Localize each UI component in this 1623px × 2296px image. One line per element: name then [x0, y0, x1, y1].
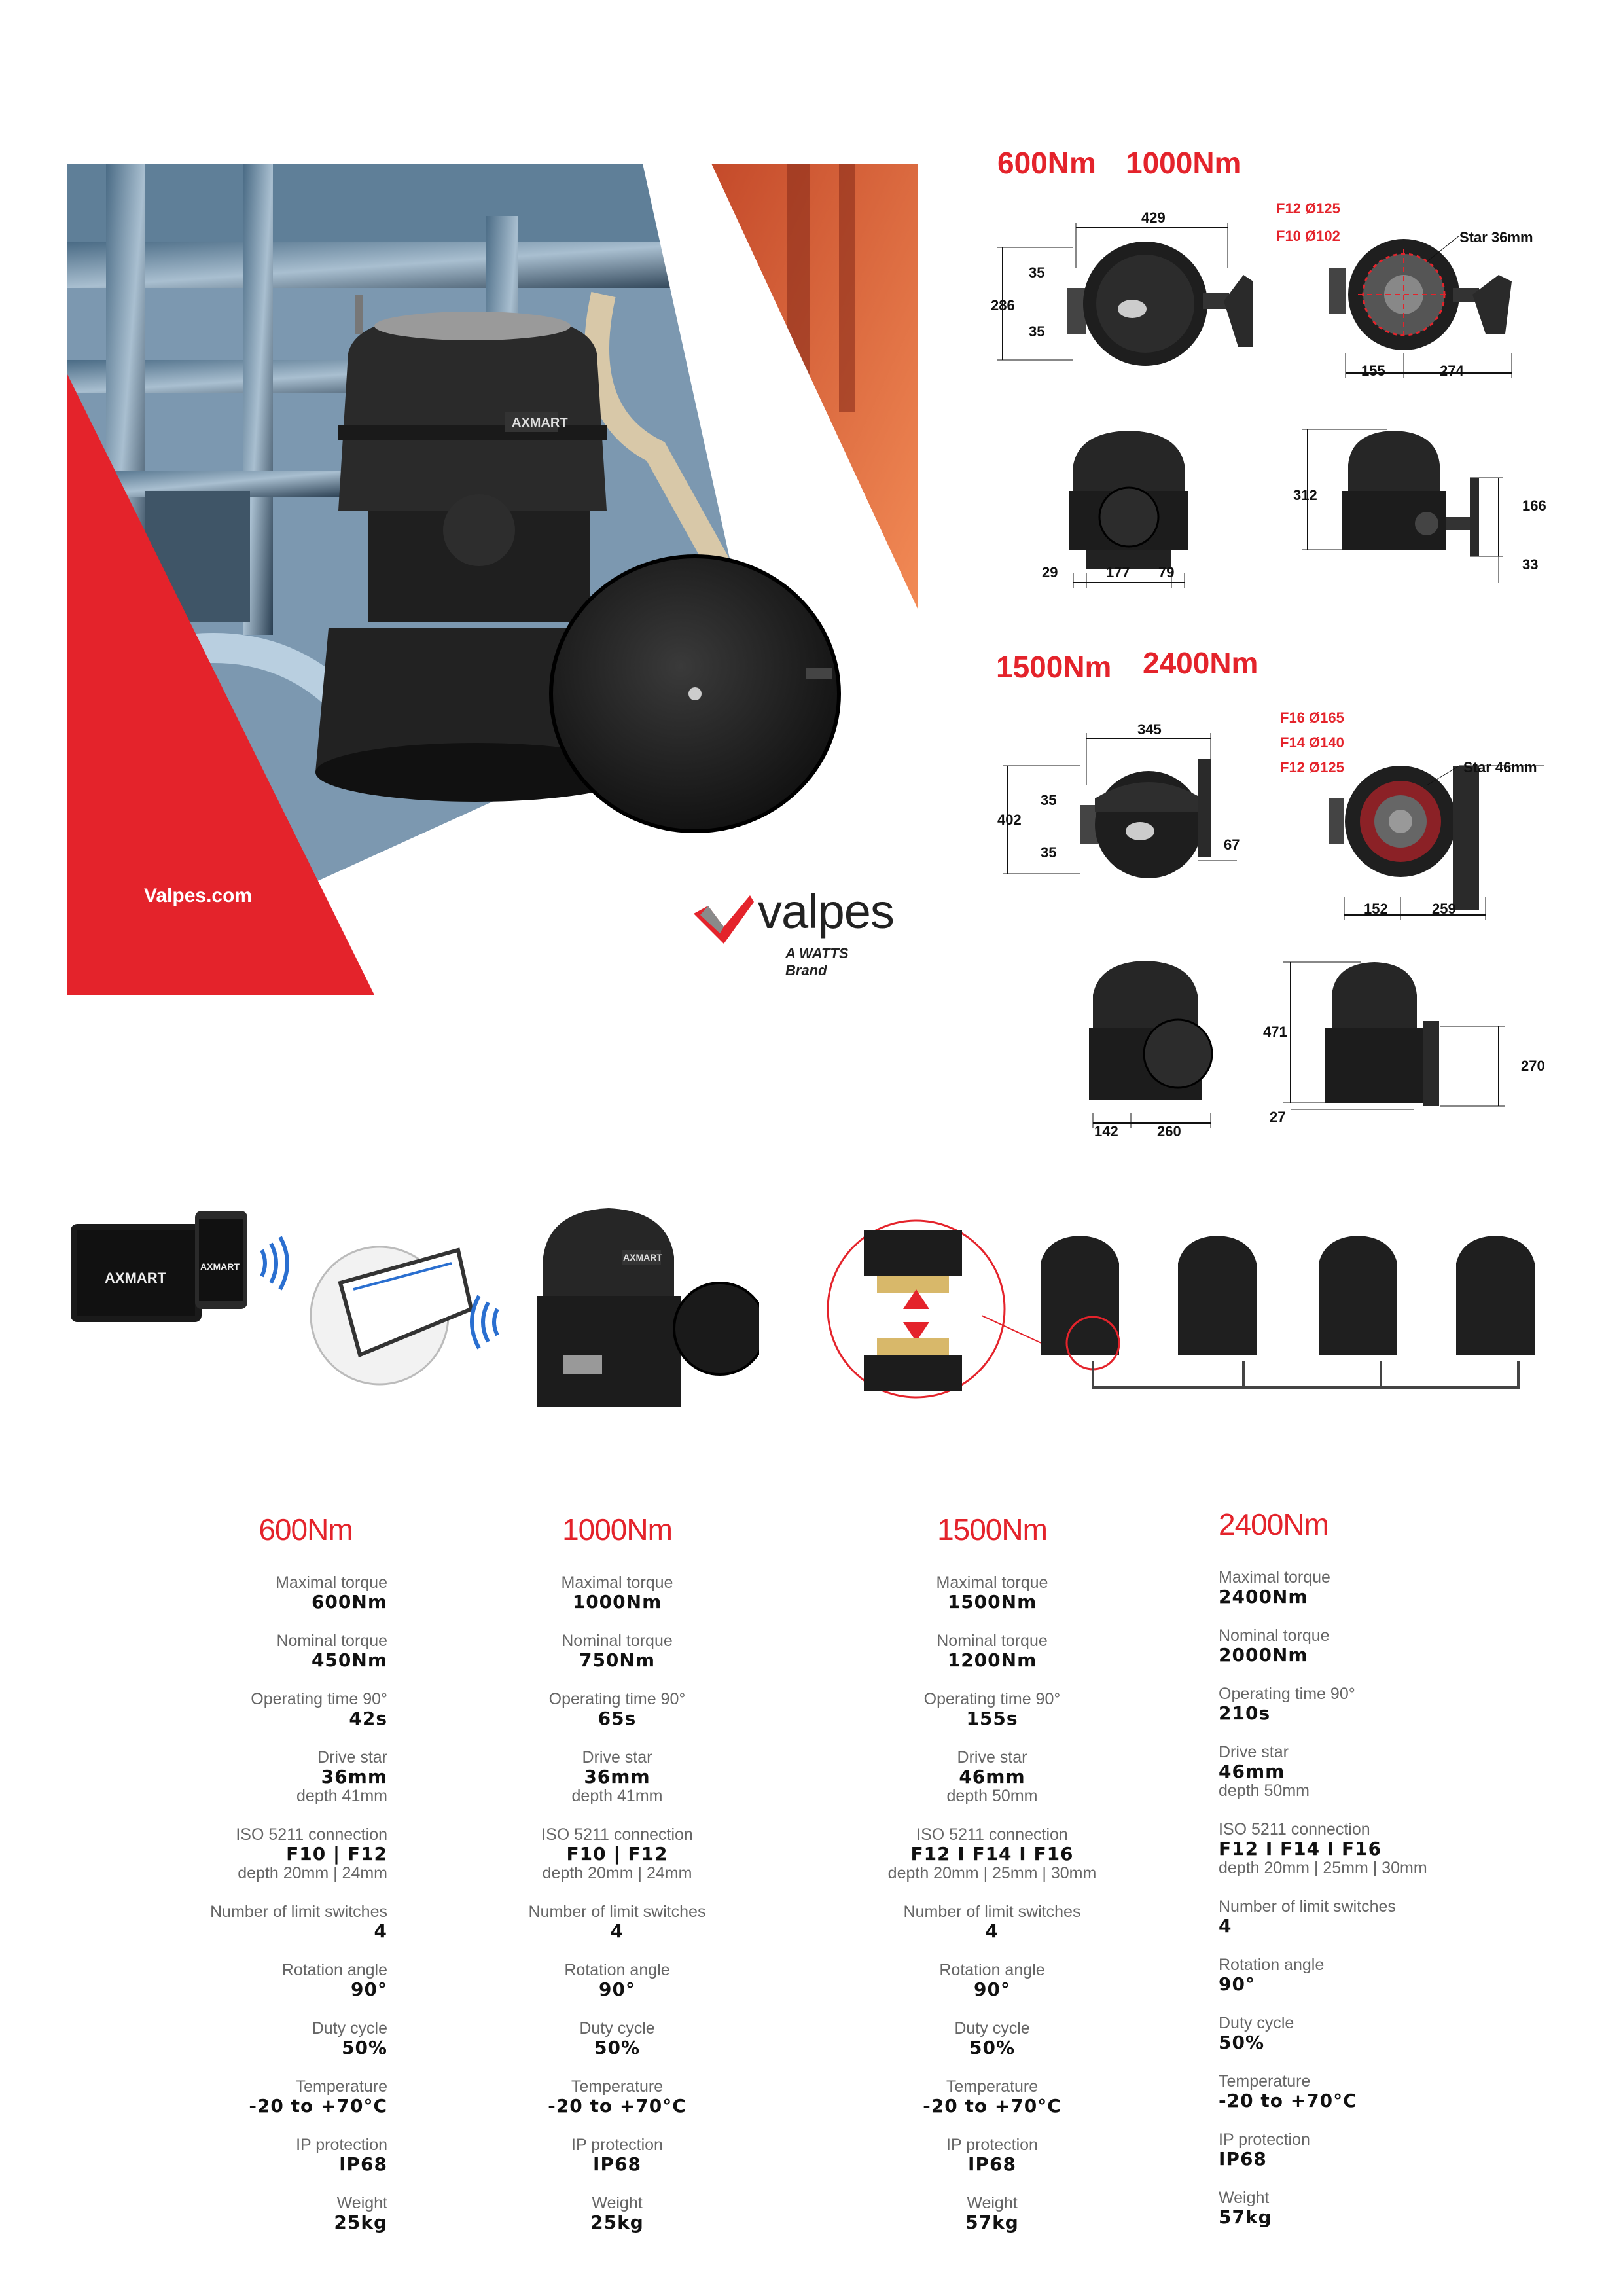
- dim-a-flange-d2: 274: [1440, 363, 1464, 379]
- spec-sub: depth 50mm: [1219, 1782, 1310, 1800]
- drive-star-a: Star 36mm: [1459, 229, 1533, 245]
- spec-value: 2400Nm: [1219, 1586, 1308, 1607]
- dim-a-spacing-a: 35: [1029, 264, 1045, 281]
- spec-value: -20 to +70°C: [548, 2095, 687, 2117]
- spec-value: 42s: [349, 1708, 387, 1729]
- spec-value: 4: [610, 1920, 624, 1942]
- spec-label: Drive star: [582, 1748, 652, 1767]
- flange-b-f16: F16 Ø165: [1280, 709, 1344, 726]
- dim-a-front-d1: 29: [1042, 564, 1058, 581]
- spec-label: Number of limit switches: [1219, 1897, 1396, 1916]
- spec-value: IP68: [1219, 2148, 1267, 2170]
- spec-value: 1000Nm: [572, 1591, 662, 1613]
- dim-b-front-d1: 142: [1094, 1123, 1118, 1139]
- spec-sub: depth 41mm: [571, 1787, 663, 1805]
- spec-value: F10 | F12: [566, 1843, 668, 1865]
- spec-value: 57kg: [1219, 2206, 1272, 2228]
- spec-value: 46mm: [1219, 1761, 1285, 1782]
- spec-title: 2400Nm: [1219, 1507, 1329, 1541]
- svg-text:AXMART: AXMART: [200, 1261, 240, 1272]
- spec-label: ISO 5211 connection: [236, 1825, 387, 1844]
- spec-label: Duty cycle: [579, 2019, 655, 2037]
- dim-a-width: 429: [1141, 209, 1166, 226]
- dim-a-front-d3: 79: [1158, 564, 1175, 581]
- spec-value: 4: [985, 1920, 999, 1942]
- spec-label: IP protection: [1219, 2130, 1310, 2149]
- spec-label: Nominal torque: [1219, 1626, 1330, 1645]
- hero-image: [67, 164, 918, 995]
- spec-value: 90°: [1219, 1973, 1255, 1995]
- dim-b-flange-d2: 259: [1432, 901, 1456, 917]
- spec-value: 25kg: [334, 2212, 387, 2233]
- section-b-title-1: 1500Nm: [996, 650, 1112, 684]
- spec-label: Temperature: [571, 2077, 664, 2096]
- spec-value: 36mm: [584, 1766, 651, 1787]
- dim-b-height: 402: [997, 812, 1022, 828]
- spec-value: 450Nm: [311, 1649, 387, 1671]
- spec-value: 1200Nm: [947, 1649, 1037, 1671]
- spec-label: Rotation angle: [281, 1961, 387, 1979]
- spec-value: 4: [1219, 1915, 1232, 1937]
- spec-value: -20 to +70°C: [923, 2095, 1061, 2117]
- spec-label: Weight: [592, 2194, 643, 2212]
- spec-label: Nominal torque: [936, 1632, 1048, 1650]
- flange-a-f12: F12 Ø125: [1276, 200, 1340, 217]
- side-view-drawing-a: [1302, 425, 1544, 583]
- valpes-logo-icon: [694, 895, 754, 944]
- spec-label: Weight: [967, 2194, 1018, 2212]
- drive-star-b: Star 46mm: [1463, 759, 1537, 776]
- flange-b-f14: F14 Ø140: [1280, 734, 1344, 751]
- spec-label: Drive star: [957, 1748, 1027, 1767]
- spec-label: Number of limit switches: [210, 1903, 387, 1921]
- dim-b-offset: 67: [1224, 836, 1240, 853]
- spec-value: 2000Nm: [1219, 1644, 1308, 1666]
- flange-a-f10: F10 Ø102: [1276, 228, 1340, 244]
- dim-b-front-d2: 260: [1157, 1123, 1181, 1139]
- dim-a-flange-d1: 155: [1361, 363, 1385, 379]
- spec-label: Drive star: [317, 1748, 387, 1767]
- spec-value: 90°: [974, 1979, 1010, 2000]
- spec-value: 50%: [594, 2037, 641, 2058]
- spec-value: 210s: [1219, 1702, 1271, 1724]
- spec-column-1000: [509, 1512, 725, 2252]
- spec-sub: depth 50mm: [946, 1787, 1038, 1805]
- spec-label: Rotation angle: [939, 1961, 1045, 1979]
- spec-sub: depth 20mm | 24mm: [238, 1864, 387, 1882]
- dim-a-spacing-b: 35: [1029, 323, 1045, 340]
- spec-label: ISO 5211 connection: [916, 1825, 1068, 1844]
- spec-value: -20 to +70°C: [249, 2095, 387, 2117]
- spec-label: IP protection: [571, 2136, 663, 2154]
- hero-photo: [67, 164, 918, 995]
- dim-b-side-b: 27: [1270, 1109, 1286, 1125]
- spec-label: Operating time 90°: [251, 1690, 387, 1708]
- spec-sub: depth 41mm: [296, 1787, 387, 1805]
- spec-value: 4: [374, 1920, 387, 1942]
- spec-column-1500: [881, 1512, 1103, 2252]
- spec-sub: depth 20mm | 24mm: [542, 1864, 692, 1882]
- spec-value: 1500Nm: [947, 1591, 1037, 1613]
- spec-value: 36mm: [321, 1766, 387, 1787]
- spec-label: Operating time 90°: [923, 1690, 1061, 1708]
- spec-sub: depth 20mm | 25mm | 30mm: [887, 1864, 1097, 1882]
- dim-b-side-h: 471: [1263, 1024, 1287, 1040]
- svg-text:AXMART: AXMART: [623, 1252, 662, 1263]
- website-link[interactable]: Valpes.com: [144, 885, 253, 906]
- dim-a-height: 286: [991, 297, 1015, 314]
- spec-label: Number of limit switches: [528, 1903, 706, 1921]
- brand-tagline: A WATTS Brand: [785, 945, 849, 978]
- section-b-title-2: 2400Nm: [1143, 646, 1258, 680]
- valpes-logo: [694, 884, 894, 978]
- spec-value: -20 to +70°C: [1219, 2090, 1357, 2111]
- dim-a-front-d2: 177: [1106, 564, 1130, 581]
- top-view-drawing-a: [995, 216, 1270, 373]
- spec-value: 65s: [597, 1708, 637, 1729]
- bluetooth-connectivity-illustration: [65, 1198, 759, 1433]
- spec-label: IP protection: [946, 2136, 1038, 2154]
- spec-value: F10 | F12: [286, 1843, 387, 1865]
- dim-a-side-b: 33: [1522, 556, 1539, 573]
- section-a-title-2: 1000Nm: [1126, 146, 1241, 180]
- spec-label: Temperature: [1219, 2072, 1311, 2090]
- dim-b-flange-d1: 152: [1364, 901, 1388, 917]
- spec-label: Operating time 90°: [548, 1690, 686, 1708]
- spec-label: Number of limit switches: [903, 1903, 1081, 1921]
- spec-value: IP68: [593, 2153, 641, 2175]
- spec-value: IP68: [968, 2153, 1016, 2175]
- spec-value: F12 I F14 I F16: [1219, 1838, 1382, 1859]
- side-view-drawing-b: [1283, 956, 1518, 1132]
- svg-text:AXMART: AXMART: [105, 1270, 167, 1286]
- spec-label: Maximal torque: [1219, 1568, 1330, 1587]
- spec-value: 50%: [1219, 2032, 1265, 2053]
- spec-value: 600Nm: [311, 1591, 387, 1613]
- spec-value: 155s: [966, 1708, 1018, 1729]
- svg-text:AXMART: AXMART: [512, 416, 568, 430]
- spec-label: Operating time 90°: [1219, 1685, 1355, 1703]
- spec-label: Nominal torque: [562, 1632, 673, 1650]
- spec-label: Rotation angle: [564, 1961, 670, 1979]
- spec-label: Maximal torque: [936, 1573, 1048, 1592]
- spec-label: Temperature: [295, 2077, 387, 2096]
- spec-title: 600Nm: [259, 1513, 353, 1547]
- dim-b-spacing-b: 35: [1041, 844, 1057, 861]
- spec-sub: depth 20mm | 25mm | 30mm: [1219, 1859, 1427, 1877]
- spec-title: 1500Nm: [937, 1513, 1047, 1547]
- flange-view-drawing-b: [1329, 753, 1551, 923]
- dim-b-spacing-a: 35: [1041, 792, 1057, 808]
- spec-title: 1000Nm: [562, 1513, 672, 1547]
- dim-a-side-w: 166: [1522, 497, 1546, 514]
- spec-label: Weight: [336, 2194, 387, 2212]
- spec-value: 750Nm: [579, 1649, 656, 1671]
- spec-value: IP68: [339, 2153, 387, 2175]
- spec-value: 57kg: [965, 2212, 1019, 2233]
- daisy-chain-illustration: [825, 1217, 1558, 1407]
- spec-column-600: [171, 1512, 387, 2252]
- brand-name: valpes: [758, 884, 894, 939]
- spec-value: 50%: [341, 2037, 387, 2058]
- dim-a-side-h: 312: [1293, 487, 1317, 503]
- section-a-title-1: 600Nm: [997, 146, 1096, 180]
- spec-label: Duty cycle: [954, 2019, 1030, 2037]
- flange-b-f12: F12 Ø125: [1280, 759, 1344, 776]
- spec-value: 90°: [599, 1979, 635, 2000]
- spec-label: IP protection: [296, 2136, 387, 2154]
- spec-label: Weight: [1219, 2189, 1270, 2207]
- spec-value: 46mm: [959, 1766, 1026, 1787]
- spec-label: Duty cycle: [1219, 2014, 1294, 2032]
- spec-value: 50%: [969, 2037, 1016, 2058]
- spec-column-2400: [1219, 1507, 1454, 2247]
- spec-label: Temperature: [946, 2077, 1039, 2096]
- spec-label: ISO 5211 connection: [1219, 1820, 1370, 1839]
- front-view-drawing-b: [1073, 956, 1217, 1132]
- spec-label: Nominal torque: [276, 1632, 387, 1650]
- spec-label: ISO 5211 connection: [541, 1825, 693, 1844]
- dim-b-side-w: 270: [1521, 1058, 1545, 1074]
- spec-label: Maximal torque: [561, 1573, 673, 1592]
- spec-value: F12 I F14 I F16: [910, 1843, 1074, 1865]
- dim-b-width: 345: [1137, 721, 1162, 738]
- spec-label: Drive star: [1219, 1743, 1289, 1761]
- spec-value: 25kg: [590, 2212, 644, 2233]
- spec-label: Maximal torque: [276, 1573, 387, 1592]
- spec-label: Rotation angle: [1219, 1956, 1325, 1974]
- spec-value: 90°: [351, 1979, 387, 2000]
- spec-label: Duty cycle: [312, 2019, 387, 2037]
